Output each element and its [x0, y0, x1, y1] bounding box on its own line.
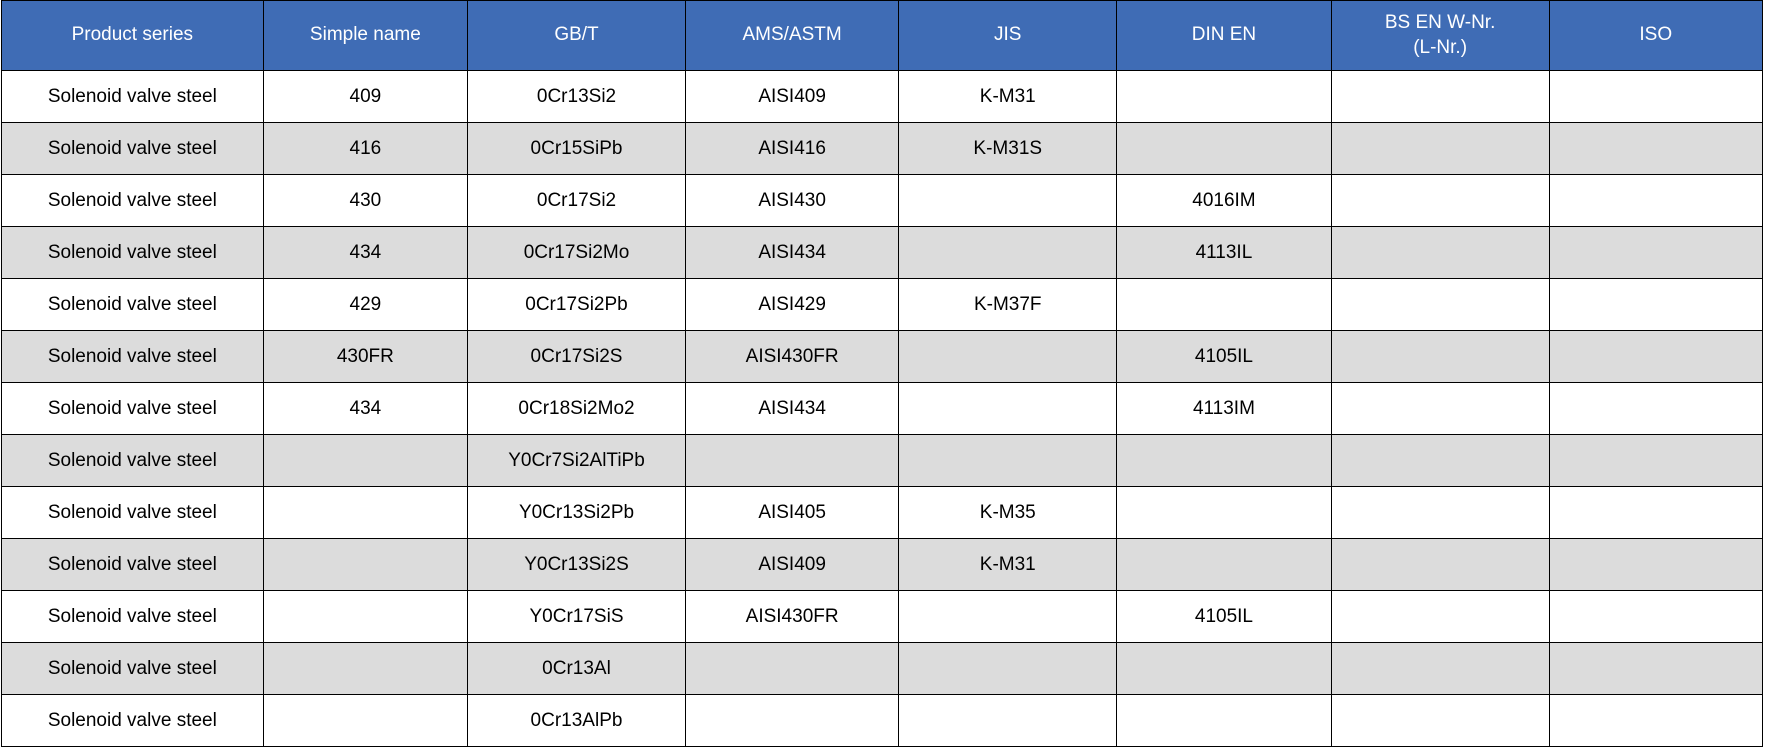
cell-iso — [1549, 331, 1762, 383]
cell-bs-en-wnr — [1331, 695, 1549, 747]
cell-ams-astm — [685, 695, 898, 747]
cell-gbt: 0Cr17Si2Mo — [468, 227, 686, 279]
cell-product-series: Solenoid valve steel — [2, 695, 264, 747]
cell-iso — [1549, 279, 1762, 331]
cell-product-series: Solenoid valve steel — [2, 383, 264, 435]
table-row — [2, 487, 1763, 539]
table-row — [2, 539, 1763, 591]
cell-ams-astm: AISI429 — [685, 279, 898, 331]
column-header-product-series: Product series — [2, 1, 264, 71]
cell-iso — [1549, 123, 1762, 175]
cell-din-en: 4016IM — [1117, 175, 1332, 227]
cell-jis: K-M31 — [899, 71, 1117, 123]
table-row — [2, 383, 1763, 435]
table-row — [2, 175, 1763, 227]
cell-jis: K-M31 — [899, 539, 1117, 591]
cell-ams-astm: AISI434 — [685, 227, 898, 279]
cell-bs-en-wnr — [1331, 279, 1549, 331]
cell-iso — [1549, 643, 1762, 695]
cell-din-en: 4105IL — [1117, 331, 1332, 383]
cell-ams-astm: AISI430FR — [685, 331, 898, 383]
cell-din-en: 4113IM — [1117, 383, 1332, 435]
table-row — [2, 71, 1763, 123]
cell-ams-astm: AISI434 — [685, 383, 898, 435]
cell-ams-astm: AISI416 — [685, 123, 898, 175]
cell-ams-astm: AISI430 — [685, 175, 898, 227]
cell-gbt: 0Cr15SiPb — [468, 123, 686, 175]
cell-bs-en-wnr — [1331, 123, 1549, 175]
header-row — [2, 1, 1763, 71]
cell-gbt: 0Cr17Si2 — [468, 175, 686, 227]
standards-comparison-table — [1, 0, 1763, 747]
table-body — [2, 71, 1763, 747]
cell-gbt: Y0Cr7Si2AlTiPb — [468, 435, 686, 487]
cell-simple-name: 409 — [263, 71, 467, 123]
table-row — [2, 695, 1763, 747]
cell-iso — [1549, 227, 1762, 279]
cell-din-en — [1117, 279, 1332, 331]
cell-ams-astm: AISI430FR — [685, 591, 898, 643]
cell-bs-en-wnr — [1331, 383, 1549, 435]
cell-bs-en-wnr — [1331, 435, 1549, 487]
cell-jis — [899, 331, 1117, 383]
cell-product-series: Solenoid valve steel — [2, 227, 264, 279]
cell-bs-en-wnr — [1331, 227, 1549, 279]
cell-simple-name: 434 — [263, 383, 467, 435]
cell-iso — [1549, 383, 1762, 435]
cell-simple-name: 416 — [263, 123, 467, 175]
cell-simple-name — [263, 591, 467, 643]
cell-ams-astm: AISI405 — [685, 487, 898, 539]
cell-gbt: Y0Cr17SiS — [468, 591, 686, 643]
cell-gbt: 0Cr13Al — [468, 643, 686, 695]
cell-bs-en-wnr — [1331, 539, 1549, 591]
cell-din-en: 4105IL — [1117, 591, 1332, 643]
cell-iso — [1549, 695, 1762, 747]
cell-simple-name: 429 — [263, 279, 467, 331]
cell-gbt: 0Cr13AlPb — [468, 695, 686, 747]
cell-din-en: 4113IL — [1117, 227, 1332, 279]
cell-din-en — [1117, 539, 1332, 591]
cell-jis — [899, 175, 1117, 227]
cell-product-series: Solenoid valve steel — [2, 175, 264, 227]
column-header-jis: JIS — [899, 1, 1117, 71]
cell-bs-en-wnr — [1331, 331, 1549, 383]
column-header-bs-en-wnr — [1331, 1, 1549, 71]
cell-gbt: 0Cr17Si2S — [468, 331, 686, 383]
cell-ams-astm — [685, 643, 898, 695]
cell-simple-name — [263, 695, 467, 747]
column-header-bs-en-wnr-line1: BS EN W-Nr. — [1384, 11, 1496, 33]
cell-product-series: Solenoid valve steel — [2, 279, 264, 331]
column-header-din-en: DIN EN — [1117, 1, 1332, 71]
cell-product-series: Solenoid valve steel — [2, 435, 264, 487]
cell-din-en — [1117, 71, 1332, 123]
cell-bs-en-wnr — [1331, 591, 1549, 643]
cell-simple-name: 434 — [263, 227, 467, 279]
cell-product-series: Solenoid valve steel — [2, 331, 264, 383]
cell-simple-name — [263, 435, 467, 487]
table-row — [2, 331, 1763, 383]
table-row — [2, 279, 1763, 331]
table-row — [2, 123, 1763, 175]
cell-bs-en-wnr — [1331, 71, 1549, 123]
table-row — [2, 435, 1763, 487]
cell-gbt: Y0Cr13Si2Pb — [468, 487, 686, 539]
cell-iso — [1549, 71, 1762, 123]
cell-gbt: 0Cr13Si2 — [468, 71, 686, 123]
cell-gbt: 0Cr17Si2Pb — [468, 279, 686, 331]
cell-bs-en-wnr — [1331, 175, 1549, 227]
cell-jis — [899, 383, 1117, 435]
table-header — [2, 1, 1763, 71]
cell-gbt: 0Cr18Si2Mo2 — [468, 383, 686, 435]
cell-din-en — [1117, 487, 1332, 539]
cell-din-en — [1117, 643, 1332, 695]
column-header-bs-en-wnr-line2: (L-Nr.) — [1413, 36, 1468, 58]
cell-jis: K-M35 — [899, 487, 1117, 539]
cell-jis — [899, 435, 1117, 487]
cell-iso — [1549, 487, 1762, 539]
cell-jis — [899, 227, 1117, 279]
cell-jis: K-M37F — [899, 279, 1117, 331]
cell-jis — [899, 643, 1117, 695]
cell-ams-astm: AISI409 — [685, 539, 898, 591]
cell-product-series: Solenoid valve steel — [2, 539, 264, 591]
cell-product-series: Solenoid valve steel — [2, 487, 264, 539]
cell-bs-en-wnr — [1331, 643, 1549, 695]
cell-product-series: Solenoid valve steel — [2, 123, 264, 175]
cell-product-series: Solenoid valve steel — [2, 591, 264, 643]
column-header-iso: ISO — [1549, 1, 1762, 71]
cell-product-series: Solenoid valve steel — [2, 71, 264, 123]
cell-simple-name: 430FR — [263, 331, 467, 383]
cell-jis — [899, 695, 1117, 747]
cell-iso — [1549, 435, 1762, 487]
cell-ams-astm: AISI409 — [685, 71, 898, 123]
cell-simple-name — [263, 487, 467, 539]
column-header-ams-astm: AMS/ASTM — [685, 1, 898, 71]
cell-bs-en-wnr — [1331, 487, 1549, 539]
cell-din-en — [1117, 435, 1332, 487]
table-row — [2, 643, 1763, 695]
cell-jis — [899, 591, 1117, 643]
cell-jis: K-M31S — [899, 123, 1117, 175]
cell-iso — [1549, 591, 1762, 643]
cell-product-series: Solenoid valve steel — [2, 643, 264, 695]
cell-din-en — [1117, 123, 1332, 175]
cell-din-en — [1117, 695, 1332, 747]
cell-ams-astm — [685, 435, 898, 487]
cell-gbt: Y0Cr13Si2S — [468, 539, 686, 591]
cell-simple-name: 430 — [263, 175, 467, 227]
column-header-gbt: GB/T — [468, 1, 686, 71]
cell-simple-name — [263, 539, 467, 591]
cell-simple-name — [263, 643, 467, 695]
table-row — [2, 591, 1763, 643]
cell-iso — [1549, 175, 1762, 227]
table-row — [2, 227, 1763, 279]
cell-iso — [1549, 539, 1762, 591]
column-header-simple-name: Simple name — [263, 1, 467, 71]
